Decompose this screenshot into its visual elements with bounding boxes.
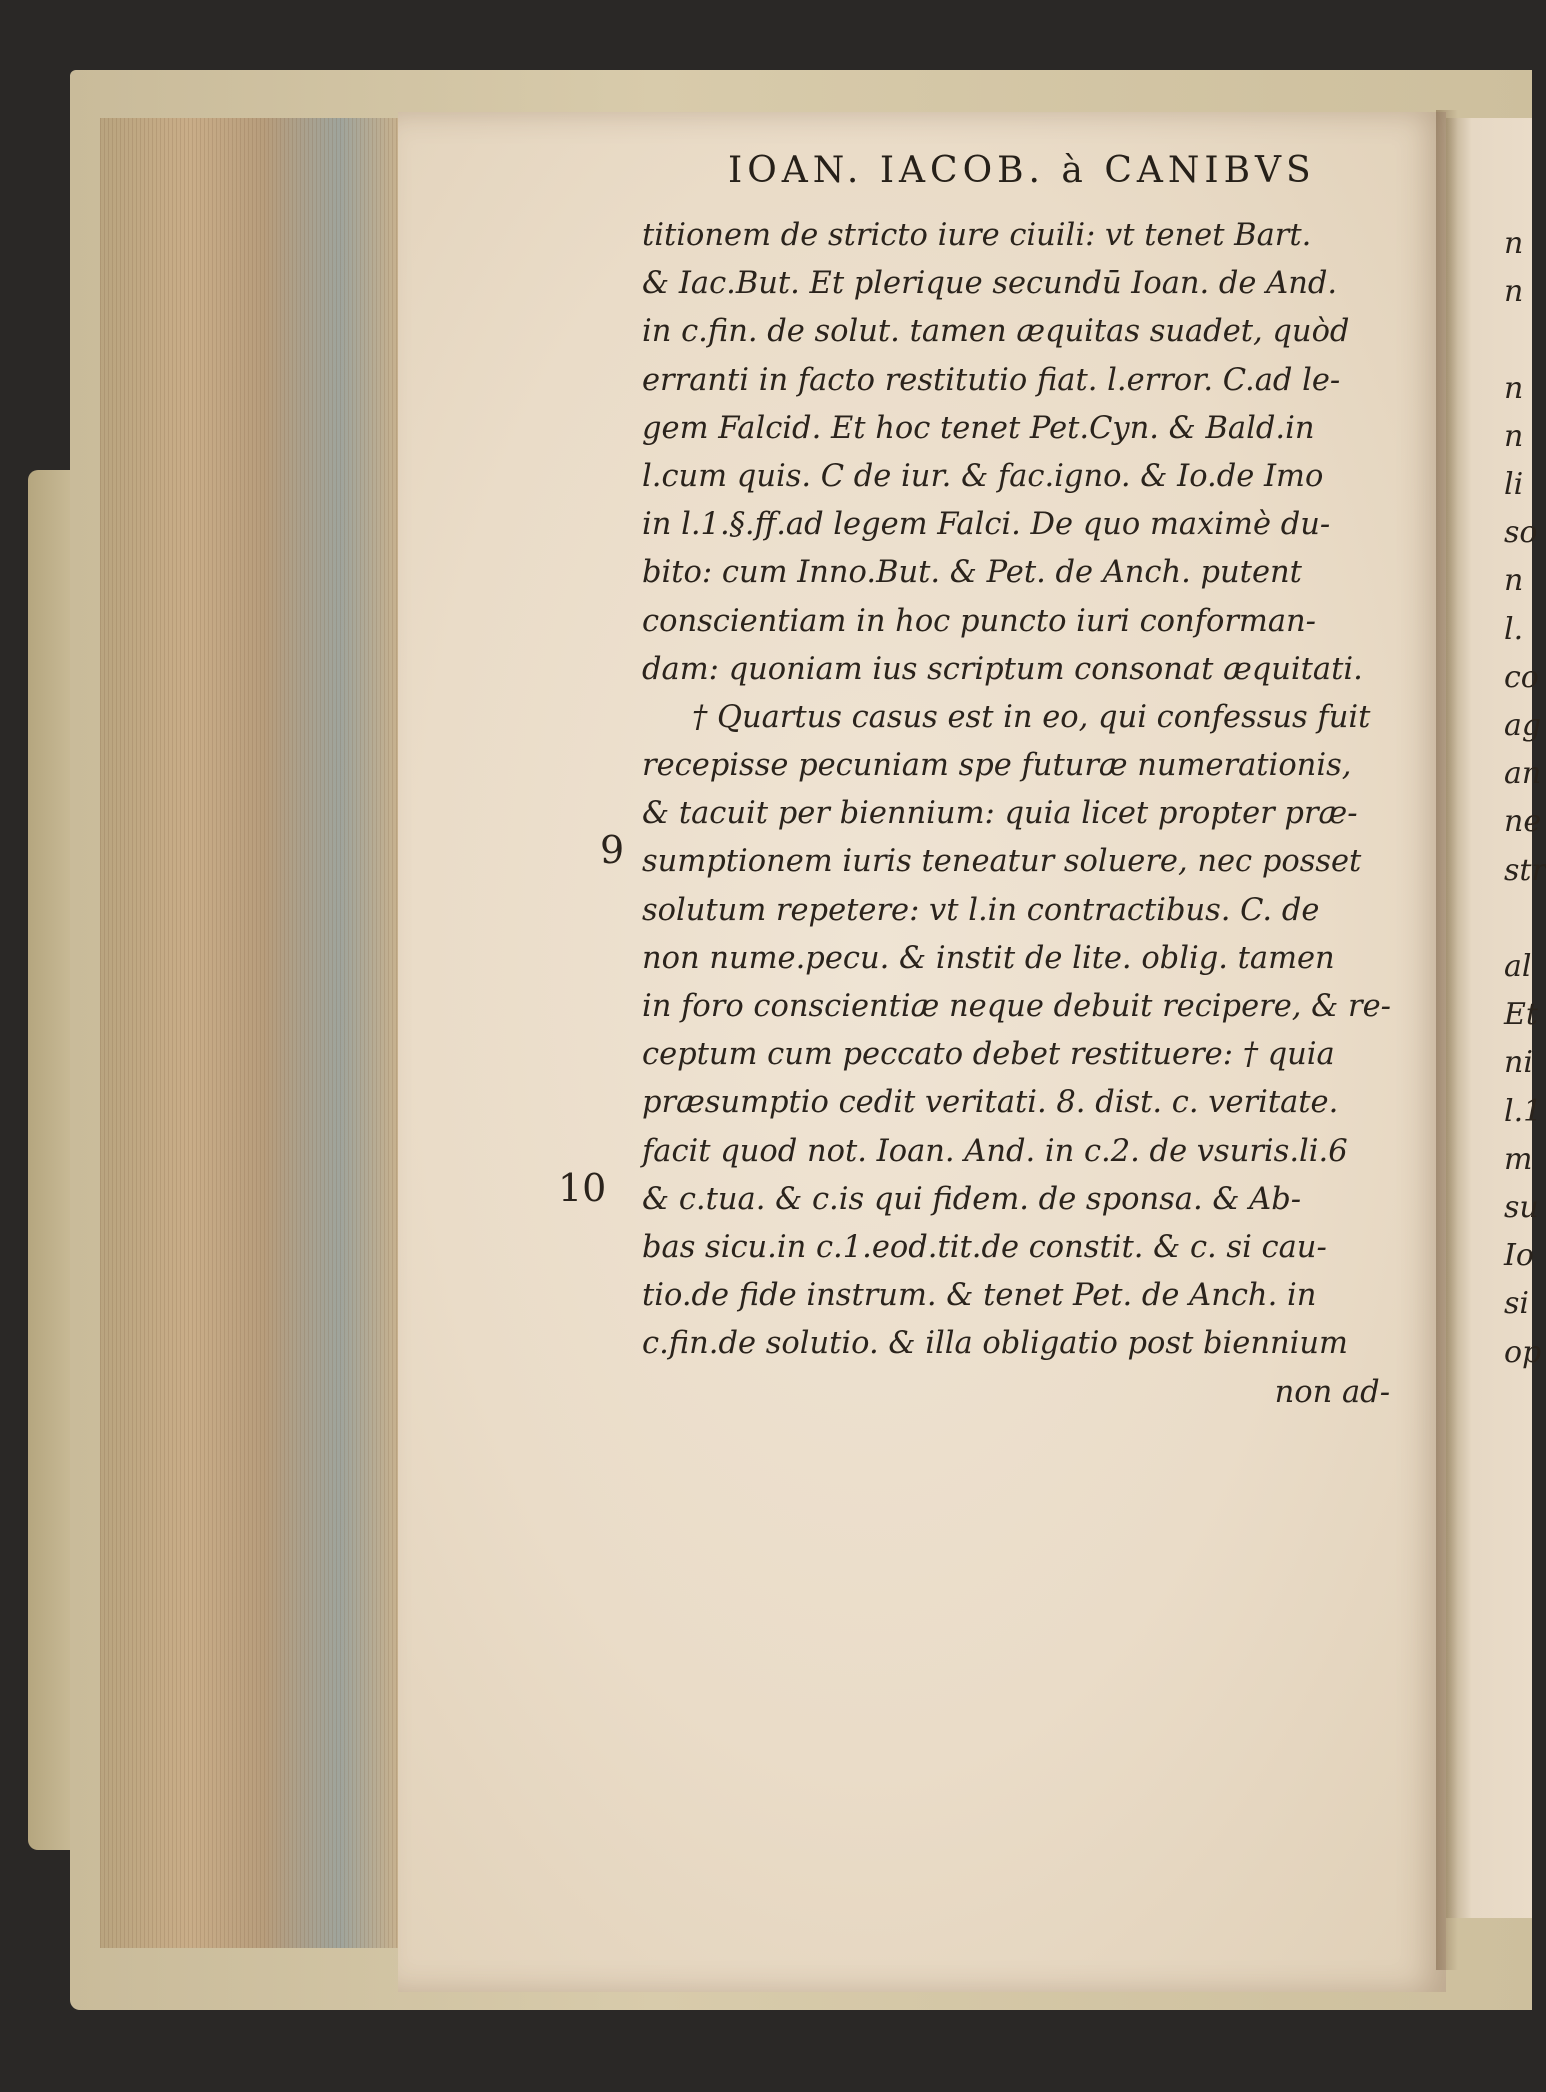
text-line: bas sicu.in c.1.eod.tit.de constit. & c. si cau- — [642, 1229, 1327, 1265]
text-line: gem Falcid. Et hoc tenet Pet.Cyn. & Bald.in — [642, 410, 1315, 446]
facing-page-fragment: n — [1504, 370, 1524, 406]
text-line: in l.1.§.ff.ad legem Falci. De quo maximè du- — [642, 507, 1331, 543]
text-line: & tacuit per biennium: quia licet propter præ- — [642, 796, 1358, 832]
running-title: IOAN. IACOB. à CANIBVS — [728, 150, 1316, 191]
facing-page-fragment: op — [1504, 1334, 1542, 1370]
facing-page-fragment: n — [1504, 418, 1524, 454]
text-line: † Quartus casus est in eo, qui confessus fuit — [692, 699, 1371, 735]
facing-page-fragment: ni — [1504, 1045, 1533, 1081]
text-line: præsumptio cedit veritati. 8. dist. c. veritate. — [642, 1085, 1339, 1121]
facing-page-fragment: l.1 — [1504, 1093, 1543, 1129]
facing-page-sliver — [1446, 118, 1546, 1918]
text-line: tio.de fide instrum. & tenet Pet. de Anch. in — [642, 1278, 1317, 1314]
text-line: in foro conscientiæ neque debuit recipere, & re- — [642, 989, 1391, 1024]
text-line: dam: quoniam ius scriptum consonat æquitati. — [642, 651, 1363, 687]
text-line: recepisse pecuniam spe futuræ numerationis, — [642, 748, 1352, 784]
facing-page-fragment: si — [1504, 1286, 1529, 1322]
text-line: conscientiam in hoc puncto iuri conforman- — [642, 603, 1316, 639]
facing-page-fragment: m — [1504, 1141, 1533, 1177]
page-gutter-shadow — [1436, 110, 1458, 1970]
text-line: & c.tua. & c.is qui fidem. de sponsa. & Ab- — [642, 1181, 1302, 1217]
facing-page-fragment: ag — [1504, 708, 1542, 743]
page-fore-edge — [100, 118, 403, 1948]
text-line: in c.fin. de solut. tamen æquitas suadet, quòd — [642, 314, 1350, 350]
facing-page-fragment: li — [1504, 467, 1524, 502]
facing-page-fragment: str — [1504, 852, 1546, 888]
facing-page-fragment: n — [1504, 226, 1524, 261]
body-text — [642, 212, 1412, 1417]
text-line: non nume.pecu. & instit de lite. oblig. tamen — [642, 940, 1335, 976]
text-line: erranti in facto restitutio fiat. l.error. C.ad le- — [642, 362, 1341, 398]
text-line: bito: cum Inno.But. & Pet. de Anch. putent — [642, 555, 1302, 591]
text-line: ceptum cum peccato debet restituere: † quia — [642, 1037, 1335, 1073]
catchword: non ad- — [1274, 1374, 1390, 1410]
text-line: l.cum quis. C de iur. & fac.igno. & Io.de Imo — [642, 458, 1324, 494]
facing-page-fragment: an — [1504, 756, 1542, 792]
margin-number-9: 9 — [600, 828, 625, 872]
text-line: & Iac.But. Et plerique secundū Ioan. de And. — [642, 266, 1338, 302]
text-line: sumptionem iuris teneatur soluere, nec posset — [642, 844, 1362, 880]
facing-page-fragment: ne — [1504, 804, 1542, 840]
facing-page-fragment: n — [1504, 274, 1524, 310]
facing-page-fragment: l. — [1504, 611, 1524, 647]
text-line: titionem de stricto iure ciuili: vt tenet Bart. — [642, 218, 1312, 253]
facing-page-fragment: so — [1504, 515, 1538, 551]
margin-number-10: 10 — [558, 1166, 607, 1210]
facing-page-fragment: al — [1504, 949, 1532, 984]
text-line: c.fin.de solutio. & illa obligatio post biennium — [642, 1326, 1348, 1362]
facing-page-fragment: Io — [1504, 1238, 1534, 1274]
text-line: solutum repetere: vt l.in contractibus. C. de — [642, 892, 1320, 928]
text-line: facit quod not. Ioan. And. in c.2. de vsuris.li.6 — [642, 1133, 1348, 1169]
facing-page-fragment: Et — [1504, 997, 1538, 1033]
facing-page-fragment: co — [1504, 659, 1539, 695]
facing-page-fragment: su — [1504, 1190, 1539, 1225]
facing-page-fragment: n — [1504, 563, 1524, 599]
